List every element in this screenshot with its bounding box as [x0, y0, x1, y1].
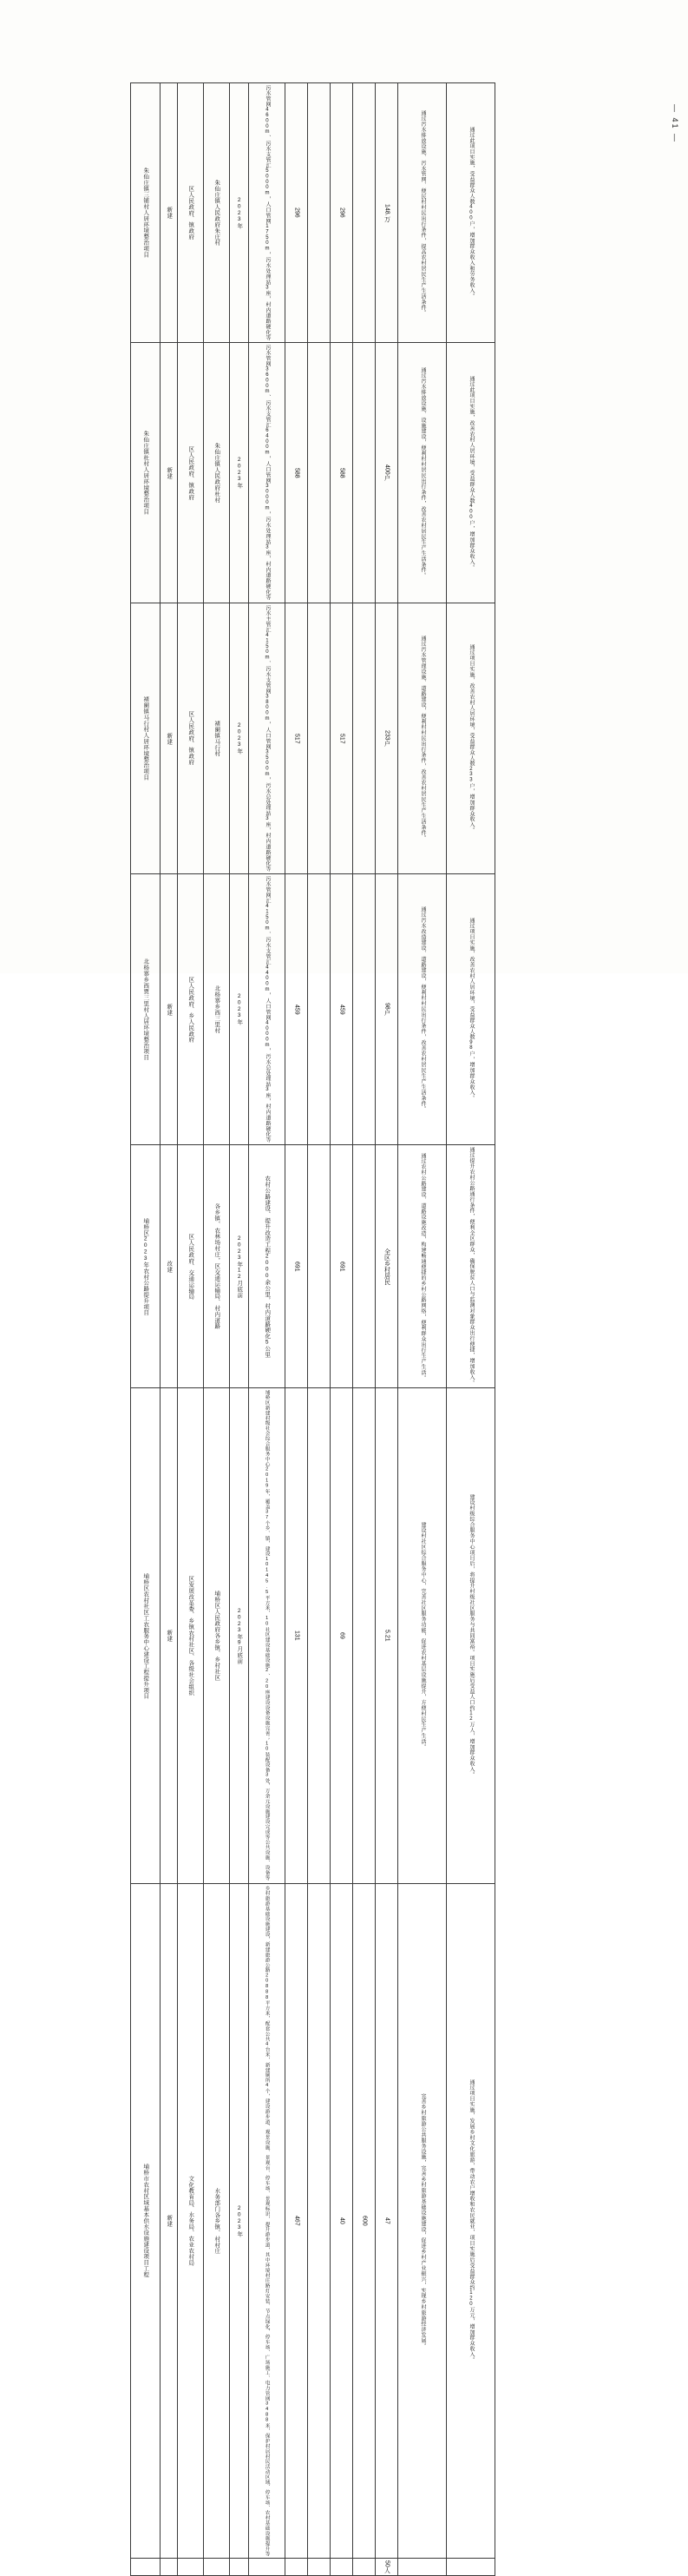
cell-c [331, 343, 353, 603]
cell-e [376, 1883, 398, 2559]
cell-time [230, 1145, 249, 1388]
cell-time [230, 603, 249, 873]
cell-d [353, 1388, 376, 1883]
cell-text: 517 [338, 733, 345, 744]
cell-b [308, 1388, 331, 1883]
cell-text: 新建 [166, 2214, 173, 2227]
cell-eff [398, 1145, 447, 1388]
cell-eff [398, 83, 447, 343]
cell-text: 区人民政府、交通运输局 [187, 1233, 194, 1300]
cell-text: 296 [293, 208, 300, 219]
cell-a [285, 343, 308, 603]
cell-text: 通过此项目实施，受益群众人数400户，增加群众收入和劳务收入。 [468, 127, 474, 300]
cell-e [376, 83, 398, 343]
table-row [131, 1388, 495, 1883]
cell-b [308, 343, 331, 603]
cell-time [230, 343, 249, 603]
cell-d [353, 343, 376, 603]
cell-imp [204, 1388, 230, 1883]
cell-b [308, 2559, 331, 2576]
cell-unit [178, 1883, 204, 2559]
cell-text: 2023年 [236, 993, 243, 1025]
cell-unit [178, 343, 204, 603]
cell-eff2 [447, 874, 495, 1145]
cell-d [353, 603, 376, 873]
cell-b [308, 1883, 331, 2559]
cell-text: 98户 [383, 1003, 390, 1017]
cell-text: 区人民政府、镇政府 [187, 445, 194, 500]
cell-text: 全区乡村居民 [383, 1248, 390, 1285]
cell-scale [249, 83, 285, 343]
cell-imp [204, 603, 230, 873]
cell-e [376, 343, 398, 603]
cell-a [285, 603, 308, 873]
cell-imp [204, 2559, 230, 2576]
cell-eff2 [447, 1883, 495, 2559]
cell-type [161, 1883, 178, 2559]
cell-text: 400户 [383, 464, 390, 481]
cell-e [376, 2559, 398, 2576]
cell-eff [398, 603, 447, 873]
cell-b [308, 603, 331, 873]
cell-text: 691 [338, 1261, 345, 1272]
cell-text: 建设村社区综合服务中心，完善社区服务功能，促进农村基层设施提升，方便村民生产生活。 [419, 1521, 425, 1750]
cell-text: 新建 [166, 207, 173, 220]
cell-time [230, 1388, 249, 1883]
cell-name [131, 2559, 161, 2576]
cell-a [285, 1388, 308, 1883]
cell-scale [249, 2559, 285, 2576]
cell-time [230, 83, 249, 343]
cell-imp [204, 1883, 230, 2559]
cell-b [308, 874, 331, 1145]
cell-text: 通过项目实施，改善农村人居环境，受益群众人数233户，增加群众收入。 [468, 643, 474, 833]
cell-text: 污水管网3600m、污水支管汇6400m，人口管网3000m，污水处理站3座，村内道路硬化等 [264, 345, 270, 601]
cell-b [308, 1145, 331, 1388]
cell-name [131, 1145, 161, 1388]
cell-a [285, 1883, 308, 2559]
cell-text: 区发展改革委、乡镇农村社区、各级社会组织 [187, 1575, 194, 1696]
cell-text: 新建 [166, 1630, 173, 1642]
cell-text: 233户 [383, 730, 390, 747]
cell-text: 农村公路建设、提升改造工程2000余公里，村内道路硬化5公里 [264, 1176, 271, 1358]
cell-name [131, 1883, 161, 2559]
cell-text: 埔桥区人民政府各乡镇、乡村社区 [213, 1591, 220, 1681]
cell-text: 通过污水排放设施、设施建设，便利村村居民出行条件，改善农村居民生产生活条件。 [419, 367, 425, 579]
cell-name [131, 1388, 161, 1883]
cell-c [331, 1388, 353, 1883]
cell-c [331, 2559, 353, 2576]
cell-c [331, 83, 353, 343]
cell-text: 50人 [383, 2560, 390, 2573]
cell-text: 完善乡村旅游公共服务设施，完善乡村旅游基础设施建设，促进乡村产业振兴，实现乡村旅游经济发展。 [419, 2092, 425, 2349]
cell-name [131, 603, 161, 873]
cell-eff2 [447, 343, 495, 603]
cell-text: 新建 [166, 732, 173, 745]
table-row [131, 874, 495, 1145]
cell-text: 588 [293, 467, 300, 478]
cell-text: 600 [361, 2215, 368, 2226]
cell-type [161, 83, 178, 343]
cell-text: 2023年 [236, 457, 243, 489]
cell-e [376, 1145, 398, 1388]
cell-eff [398, 874, 447, 1145]
cell-text: 691 [293, 1261, 300, 1272]
cell-unit [178, 1388, 204, 1883]
cell-time [230, 2559, 249, 2576]
table-row [131, 1145, 495, 1388]
cell-e [376, 603, 398, 873]
cell-imp [204, 874, 230, 1145]
cell-unit [178, 1145, 204, 1388]
cell-text: 通过项目实施，改善农村人居环境，受益群众人数98户，增加群众收入。 [468, 918, 474, 1102]
cell-text: 通过提升农村公路通行条件，便利全区群众，确保脱贫人口与监测对象群众出行便捷，增加收入。 [468, 1147, 474, 1387]
cell-eff [398, 2559, 447, 2576]
cell-c [331, 603, 353, 873]
cell-text: 296 [338, 208, 345, 219]
cell-a [285, 83, 308, 343]
cell-scale [249, 1388, 285, 1883]
cell-d [353, 2559, 376, 2576]
cell-text: 517 [293, 733, 300, 744]
table-row [131, 2559, 495, 2576]
cell-text: 459 [293, 1004, 300, 1015]
cell-e [376, 874, 398, 1145]
cell-scale [249, 1883, 285, 2559]
cell-text: 通过污水改造建设、道路建设，便利村村民出行条件，改善农村居民生产生活条件。 [419, 906, 425, 1113]
cell-text: 区人民政府、镇政府 [187, 186, 194, 240]
cell-name [131, 343, 161, 603]
cell-text: 47 [383, 2217, 390, 2224]
cell-eff2 [447, 1145, 495, 1388]
cell-b [308, 83, 331, 343]
cell-text: 通过项目实施，发展乡村文化旅游，带动农户增收和农民就业，项目实施后受益群众约120万元，增加群众收入。 [468, 2079, 474, 2362]
cell-unit [178, 874, 204, 1145]
cell-text: 5.21 [383, 1630, 390, 1642]
cell-c [331, 874, 353, 1145]
cell-text: 2023年 [236, 196, 243, 229]
cell-text: 通过此项目实施，改善农村人居环境，受益群众人数400户，增加群众收入。 [468, 375, 474, 570]
cell-text: 467 [293, 2215, 300, 2226]
cell-text: 水务部门各乡镇、村村庄 [213, 2187, 220, 2254]
cell-text: 459 [338, 1004, 345, 1015]
cell-name [131, 83, 161, 343]
cell-a [285, 1145, 308, 1388]
cell-text: 北杨寨乡西三里村 [213, 985, 220, 1034]
cell-eff2 [447, 603, 495, 873]
cell-type [161, 1388, 178, 1883]
cell-d [353, 874, 376, 1145]
cell-text: 69 [338, 1632, 345, 1639]
cell-eff2 [447, 2559, 495, 2576]
cell-text: 污水管网汇4150m、污水支管汇4400m，人口管网4000m，污水总处理站3座，村内道路硬化等 [264, 876, 270, 1143]
cell-type [161, 2559, 178, 2576]
cell-text: 40 [338, 2217, 345, 2224]
cell-text: 2023年 [236, 2204, 243, 2237]
cell-text: 2023年 [236, 722, 243, 754]
cell-text: 131 [293, 1631, 300, 1641]
cell-text: 2023年9月底前 [236, 1607, 243, 1664]
cell-text: 朱仙庄镇三铺村人居环境整治项目 [142, 168, 149, 258]
cell-d [353, 83, 376, 343]
page-number: — 41 — [671, 104, 679, 144]
cell-text: 埔桥区农村社区工农服务中心建设工程提升项目 [142, 1572, 149, 1699]
table-row [131, 343, 495, 603]
cell-type [161, 1145, 178, 1388]
cell-text: 朱仙庄镇杜村人居环境整治项目 [142, 431, 149, 515]
cell-text: 新建 [166, 1003, 173, 1016]
project-table [130, 82, 495, 2576]
cell-imp [204, 1145, 230, 1388]
table-row [131, 83, 495, 343]
cell-text: 通过污水排放设施、污水管网、便民村村民出行条件，提高农村居民生产生活条件。 [419, 109, 425, 316]
cell-text: 588 [338, 467, 345, 478]
cell-text: 北杨寨乡西贾三里村人居环境整治项目 [142, 958, 149, 1061]
cell-a [285, 2559, 308, 2576]
rotated-table-wrapper [130, 82, 495, 2573]
cell-eff2 [447, 1388, 495, 1883]
cell-text: 通过污水管理设施、道路建设，便利村村民出行条件，改善农村居民生产生活条件。 [419, 636, 425, 841]
cell-text: 朱仙庄镇人民政府朱庄村 [213, 180, 220, 247]
cell-scale [249, 874, 285, 1145]
cell-c [331, 1883, 353, 2559]
cell-d [353, 1883, 376, 2559]
cell-text: 148.万 [383, 203, 390, 222]
cell-eff [398, 1388, 447, 1883]
cell-text: 2023年12月底前 [236, 1235, 243, 1298]
cell-a [285, 874, 308, 1145]
cell-text: 埔桥区新建村级社会综合服务中心2019年，覆盖37个乡、镇，建设10145.5平方米，10社区建设基础设施2、20座建设设备设施完善；10装配设备3处，万余元设施建设完成等公共设施、设备等 [264, 1390, 270, 1881]
cell-e [376, 1388, 398, 1883]
cell-time [230, 874, 249, 1145]
cell-eff [398, 343, 447, 603]
table-row [131, 603, 495, 873]
cell-text: 区人民政府、镇政府 [187, 711, 194, 766]
cell-text: 褚阑镇马行村人居环境整治项目 [142, 696, 149, 781]
cell-unit [178, 2559, 204, 2576]
cell-text: 新建 [166, 466, 173, 479]
cell-scale [249, 603, 285, 873]
cell-text: 各乡镇、农林场村庄，区交通运输局、村内道路 [213, 1203, 220, 1330]
cell-imp [204, 343, 230, 603]
cell-time [230, 1883, 249, 2559]
cell-eff2 [447, 83, 495, 343]
cell-text: 建设村级综合服务中心项目后，将提升村级社区服务与共同富裕。项目实施后受益人口约12万人，增加群众收入。 [468, 1493, 474, 1778]
cell-text: 区人民政府、乡人民政府 [187, 976, 194, 1043]
cell-text: 通过农村公路建设、道路设施改造，构建畅通便捷的乡村公路网络，便利群众出行生产生活。 [419, 1152, 425, 1381]
cell-imp [204, 83, 230, 343]
cell-text: 改建 [166, 1260, 173, 1273]
cell-text: 埔桥市农村区域基本供水设施建设项目工程 [142, 2164, 149, 2278]
cell-type [161, 603, 178, 873]
cell-scale [249, 343, 285, 603]
table-row [131, 1883, 495, 2559]
cell-unit [178, 603, 204, 873]
cell-text: 褚阑镇马行村 [213, 720, 220, 757]
cell-d [353, 1145, 376, 1388]
cell-text: 污水主管汇4150m、污水支管网3800m，人口管网3500m，污水总处理站3座，村内道路硬化等 [264, 604, 270, 873]
cell-text: 埔桥区2023年农村公路提升项目 [142, 1217, 149, 1316]
cell-text: 污水管网4600m、污水支管汇5000m，人口管网1750m，污水处理站3座，村内道路硬化等 [264, 85, 270, 341]
cell-name [131, 874, 161, 1145]
cell-text: 朱仙庄镇人民政府杜村 [213, 443, 220, 504]
cell-text: 文化教育局、水务局、农业农村局 [187, 2176, 194, 2266]
cell-eff [398, 1883, 447, 2559]
cell-unit [178, 83, 204, 343]
cell-c [331, 1145, 353, 1388]
cell-scale [249, 1145, 285, 1388]
cell-type [161, 343, 178, 603]
cell-type [161, 874, 178, 1145]
cell-text: 乡村旅游基础设施建设，新建旅游公路20888平方米，配套公共4台米，新建厕所4个，建设游步道、观景设施、景观台、停车场、景观标识，提升游步道，其中环境村庄路灯安装、节点绿化，停车场、广场施工、电力管网3488米，保护村居村民活动区域、停车场、农村基础设施提升等 [264, 1885, 270, 2557]
